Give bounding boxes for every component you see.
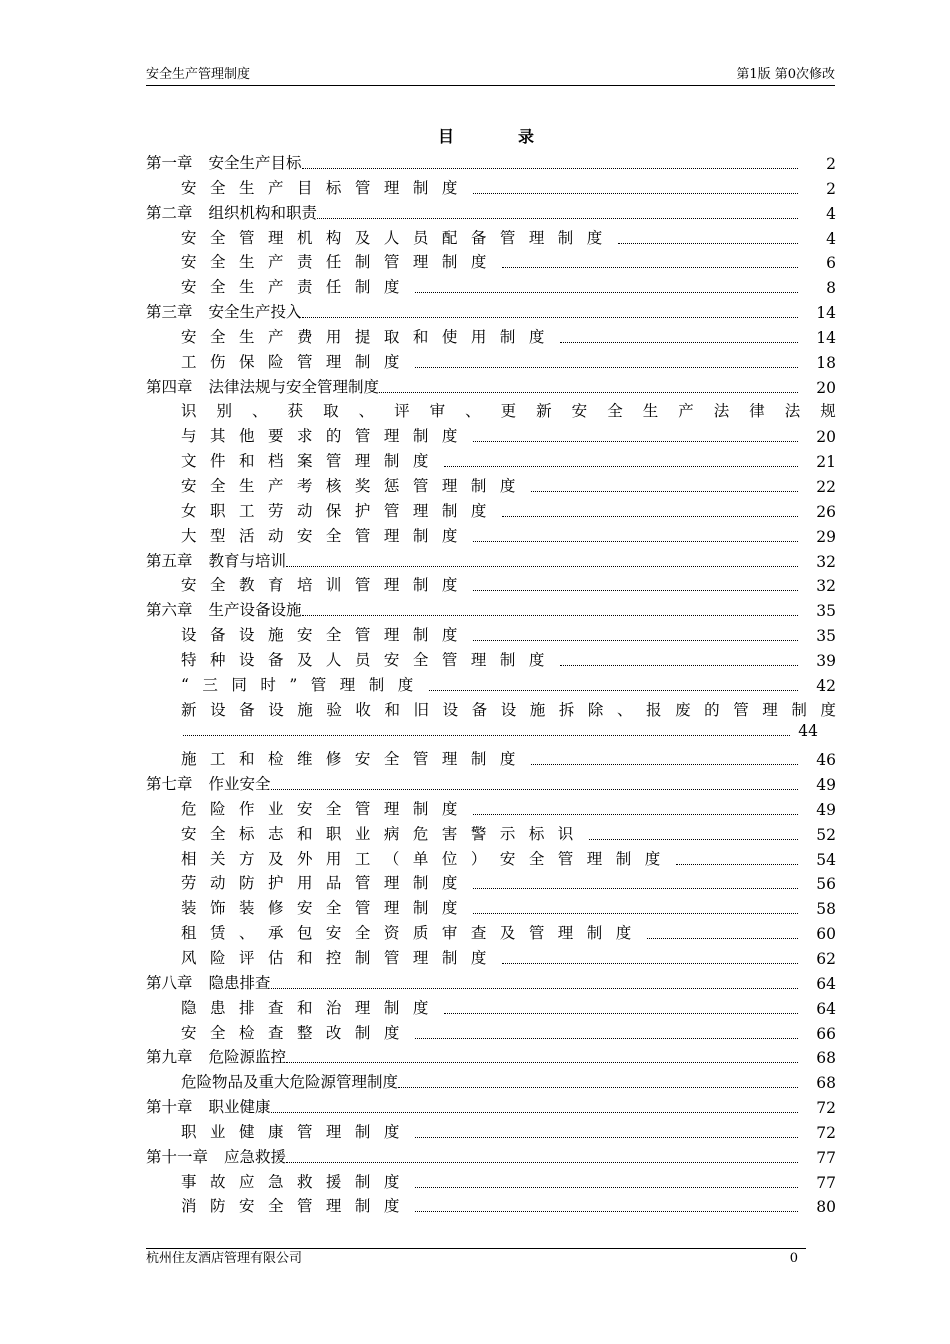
toc-section-title: 租赁、承包安全资质审查及管理制度 <box>181 924 645 943</box>
toc-page-number: 58 <box>816 900 836 919</box>
toc-title: 目录 <box>438 127 599 146</box>
toc-section-row <box>146 347 836 372</box>
toc-leader-dots <box>647 938 798 939</box>
toc-chapter-title: 危险源监控 <box>208 1048 287 1067</box>
toc-page-number: 26 <box>816 502 836 521</box>
toc-section-row <box>146 695 836 720</box>
toc-chapter-number: 第一章 <box>146 154 193 172</box>
toc-section-row <box>146 943 836 968</box>
toc-leader-dots <box>302 168 798 169</box>
toc-section-row <box>146 322 836 347</box>
toc-section-row <box>146 918 836 943</box>
toc-continuation-row <box>146 719 836 744</box>
toc-page-number: 2 <box>826 155 836 173</box>
toc-chapter-row <box>146 1092 836 1117</box>
toc-section-title: 安全检查整改制度 <box>181 1023 413 1042</box>
toc-section-row <box>146 744 836 769</box>
toc-leader-dots <box>415 1137 798 1138</box>
toc-section-row <box>146 1167 836 1192</box>
toc-section-title: 工伤保险管理制度 <box>181 352 413 371</box>
toc-section-row <box>146 1018 836 1043</box>
toc-leader-dots <box>473 193 798 194</box>
toc-section-title: 安全生产费用提取和使用制度 <box>181 327 558 346</box>
toc-leader-dots <box>560 342 798 343</box>
toc-page-number: 46 <box>816 751 836 770</box>
toc-section-row <box>146 496 836 521</box>
toc-page-number: 52 <box>816 825 836 844</box>
toc-leader-dots <box>429 690 798 691</box>
toc-chapter-number: 第七章 <box>146 775 193 794</box>
toc-section-row <box>146 223 836 248</box>
toc-leader-dots <box>444 1013 798 1014</box>
toc-page-number: 22 <box>816 477 836 496</box>
toc-leader-dots <box>302 317 798 318</box>
toc-section-row <box>146 1117 836 1142</box>
toc-section-title: 特种设备及人员安全管理制度 <box>181 650 558 669</box>
toc-section-title: 危险物品及重大危险源管理制度 <box>181 1073 399 1092</box>
toc-section-title: 消防安全管理制度 <box>181 1197 413 1216</box>
toc-chapter-number: 第四章 <box>146 377 193 396</box>
toc-section-row <box>146 521 836 546</box>
toc-chapter-title: 法律法规与安全管理制度 <box>208 377 380 396</box>
toc-page-number: 49 <box>816 776 836 795</box>
header-title: 安全生产管理制度 <box>146 67 251 82</box>
toc-section-title: 女职工劳动保护管理制度 <box>181 501 500 520</box>
toc-section-title: 装饰装修安全管理制度 <box>181 899 471 918</box>
toc-leader-dots <box>379 392 798 393</box>
toc-page-number: 32 <box>816 577 836 596</box>
toc-page-number: 64 <box>816 974 836 993</box>
toc-section-title: 与其他要求的管理制度 <box>181 427 471 446</box>
toc-section-title: 安全生产考核奖惩管理制度 <box>181 476 529 495</box>
toc-chapter-title: 安全生产目标 <box>208 154 302 172</box>
toc-chapter-row <box>146 1142 836 1167</box>
toc-section-title: 施工和检维修安全管理制度 <box>181 750 529 769</box>
toc-leader-dots <box>444 466 798 467</box>
toc-chapter-row <box>146 1042 836 1067</box>
toc-section-title: 相关方及外用工（单位）安全管理制度 <box>181 849 674 868</box>
toc-section-title: 职业健康管理制度 <box>181 1122 413 1141</box>
toc-section-title: 大型活动安全管理制度 <box>181 526 471 545</box>
toc-chapter-row <box>146 372 836 397</box>
toc-leader-dots <box>531 491 798 492</box>
toc-leader-dots <box>302 615 798 616</box>
toc-leader-dots <box>415 1038 798 1039</box>
toc-page-number: 68 <box>816 1049 836 1068</box>
toc-leader-dots <box>618 243 798 244</box>
toc-chapter-row <box>146 769 836 794</box>
toc-leader-dots <box>473 913 798 914</box>
toc-section-title: 隐患排查和治理制度 <box>181 998 442 1017</box>
toc-chapter-row <box>146 968 836 993</box>
toc-section-row <box>146 645 836 670</box>
toc-chapter-title: 职业健康 <box>208 1098 271 1117</box>
toc-section-row <box>146 446 836 471</box>
toc-leader-dots <box>271 988 798 989</box>
toc-page-number: 8 <box>826 279 836 298</box>
toc-section-row <box>146 620 836 645</box>
toc-page-number: 72 <box>816 1123 836 1142</box>
toc-leader-dots <box>415 367 798 368</box>
toc-section-row <box>146 993 836 1018</box>
toc-page-number: 56 <box>816 875 836 894</box>
toc-leader-dots <box>502 516 798 517</box>
toc-section-title: 识 别 、 获 取 、 评 审 、 更 新 安 全 生 产 法 律 法 规 <box>181 402 836 421</box>
toc-leader-dots <box>271 1112 798 1113</box>
toc-page-number: 64 <box>816 999 836 1018</box>
footer-page-number: 0 <box>789 1251 798 1266</box>
toc-chapter-title: 安全生产投入 <box>208 303 302 322</box>
toc-section-title: 设备设施安全管理制度 <box>181 626 471 645</box>
toc-section-title: 劳动防护用品管理制度 <box>181 874 471 893</box>
toc-page-number: 20 <box>816 378 836 397</box>
toc-page-number: 21 <box>816 453 836 472</box>
toc-chapter-title: 作业安全 <box>208 775 271 794</box>
toc-page-number: 14 <box>816 304 836 323</box>
toc-section-title: 风险评估和控制管理制度 <box>181 949 500 967</box>
toc-page-number: 77 <box>816 1173 836 1192</box>
toc-leader-dots <box>531 764 798 765</box>
toc-chapter-number: 第八章 <box>146 973 193 992</box>
footer-company: 杭州住友酒店管理有限公司 <box>146 1251 303 1266</box>
toc-page-number: 62 <box>816 950 836 968</box>
toc-section-title: “三同时”管理制度 <box>181 675 427 694</box>
toc-leader-dots <box>415 1211 798 1212</box>
toc-leader-dots <box>676 864 798 865</box>
toc-leader-dots <box>473 640 798 641</box>
toc-page-number: 68 <box>816 1074 836 1093</box>
toc-leader-dots <box>286 1162 798 1163</box>
toc-page-number: 20 <box>816 428 836 447</box>
toc-page-number: 72 <box>816 1099 836 1118</box>
toc-page-number: 35 <box>816 627 836 646</box>
toc-page-number: 35 <box>816 602 836 621</box>
toc-chapter-title: 生产设备设施 <box>208 601 302 620</box>
toc-leader-dots <box>502 963 798 964</box>
toc-leader-dots <box>286 566 798 567</box>
page-header <box>146 67 835 86</box>
toc-section-row <box>146 471 836 496</box>
table-of-contents <box>146 148 836 1216</box>
toc-leader-dots <box>415 1187 798 1188</box>
toc-page-number: 6 <box>826 254 836 273</box>
toc-chapter-row <box>146 148 836 173</box>
page-footer <box>146 1248 806 1266</box>
toc-leader-dots <box>183 735 790 736</box>
toc-section-title: 新 设 备 设 施 验 收 和 旧 设 备 设 施 拆 除 、 报 废 的 管 理 制 度 <box>181 700 836 719</box>
toc-chapter-row <box>146 297 836 322</box>
toc-page-number: 80 <box>816 1198 836 1217</box>
toc-leader-dots <box>473 541 798 542</box>
toc-section-title: 安全教育培训管理制度 <box>181 576 471 595</box>
toc-section-title: 安全标志和职业病危害警示标识 <box>181 824 587 843</box>
toc-section-row <box>146 670 836 695</box>
toc-section-row <box>146 868 836 893</box>
toc-leader-dots <box>473 814 798 815</box>
toc-section-row <box>146 247 836 272</box>
toc-page-number: 77 <box>816 1148 836 1167</box>
toc-leader-dots <box>415 292 798 293</box>
toc-page-number: 14 <box>816 328 836 347</box>
toc-section-row <box>146 844 836 869</box>
toc-leader-dots <box>286 1062 798 1063</box>
toc-section-title: 危险作业安全管理制度 <box>181 799 471 818</box>
toc-leader-dots <box>473 590 798 591</box>
toc-section-row <box>146 272 836 297</box>
toc-section-row <box>146 893 836 918</box>
toc-leader-dots <box>473 888 798 889</box>
toc-section-row <box>146 421 836 446</box>
toc-page-number: 29 <box>816 527 836 546</box>
toc-page-number: 49 <box>816 800 836 819</box>
toc-chapter-title: 隐患排查 <box>208 973 271 992</box>
toc-leader-dots <box>473 441 798 442</box>
toc-page-number: 66 <box>816 1024 836 1043</box>
toc-section-title: 安全生产目标管理制度 <box>181 178 471 197</box>
toc-chapter-title: 应急救援 <box>224 1147 287 1166</box>
toc-leader-dots <box>560 665 798 666</box>
toc-chapter-row <box>146 595 836 620</box>
toc-chapter-number: 第二章 <box>146 203 193 222</box>
toc-leader-dots <box>317 218 798 219</box>
header-version: 第1版 第0次修改 <box>736 67 835 82</box>
toc-page-number: 39 <box>816 651 836 670</box>
toc-leader-dots <box>589 839 798 840</box>
toc-chapter-number: 第五章 <box>146 551 193 570</box>
toc-page-number: 18 <box>816 353 836 372</box>
toc-section-row <box>146 570 836 595</box>
toc-chapter-number: 第十一章 <box>146 1147 209 1166</box>
toc-page-number: 42 <box>816 676 836 695</box>
toc-chapter-title: 组织机构和职责 <box>208 203 318 222</box>
toc-section-title: 事故应急救援制度 <box>181 1172 413 1191</box>
toc-section-row <box>146 173 836 198</box>
toc-page-number: 60 <box>816 925 836 944</box>
toc-page-number: 44 <box>798 722 818 741</box>
toc-chapter-number: 第十章 <box>146 1098 193 1117</box>
toc-leader-dots <box>271 789 798 790</box>
toc-section-title: 安全生产责任制度 <box>181 278 413 297</box>
toc-leader-dots <box>502 267 798 268</box>
toc-page-number: 4 <box>826 204 836 223</box>
toc-chapter-title: 教育与培训 <box>208 551 287 570</box>
toc-page-number: 32 <box>816 552 836 571</box>
toc-chapter-row <box>146 198 836 223</box>
toc-chapter-row <box>146 546 836 571</box>
toc-section-row <box>146 819 836 844</box>
toc-chapter-number: 第三章 <box>146 303 193 322</box>
toc-page-number: 54 <box>816 850 836 869</box>
toc-section-row <box>146 794 836 819</box>
toc-chapter-number: 第九章 <box>146 1048 193 1067</box>
toc-section-row <box>146 396 836 421</box>
toc-section-row <box>146 1191 836 1216</box>
toc-section-row <box>146 1067 836 1092</box>
toc-leader-dots <box>398 1087 798 1088</box>
toc-section-title: 安全管理机构及人员配备管理制度 <box>181 228 616 247</box>
toc-page-number: 2 <box>826 179 836 198</box>
toc-section-title: 文件和档案管理制度 <box>181 452 442 471</box>
toc-chapter-number: 第六章 <box>146 601 193 620</box>
toc-section-title: 安全生产责任制管理制度 <box>181 253 500 272</box>
toc-page-number: 4 <box>826 229 836 248</box>
